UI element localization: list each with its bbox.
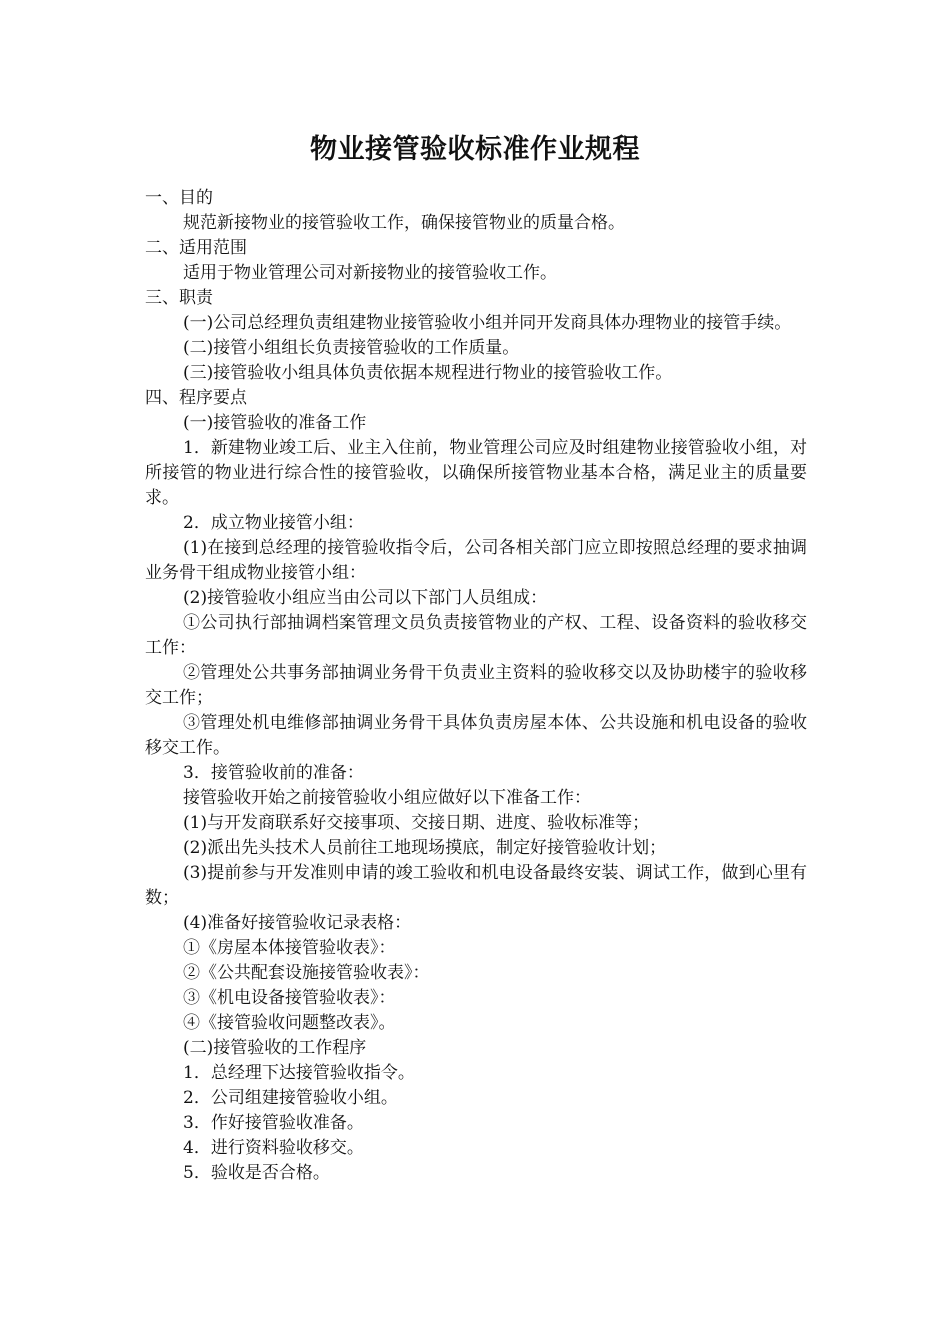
paragraph: (2)接管验收小组应当由公司以下部门人员组成：: [183, 588, 548, 608]
paragraph: 3．接管验收前的准备：: [183, 763, 364, 783]
section-heading: 三、职责: [145, 288, 213, 308]
paragraph: (2)派出先头技术人员前往工地现场摸底，制定好接管验收计划；: [183, 838, 667, 858]
paragraph: (3)提前参与开发准则申请的竣工验收和机电设备最终安装、调试工作，做到心里有数；: [145, 863, 807, 908]
paragraph: 适用于物业管理公司对新接物业的接管验收工作。: [183, 263, 557, 283]
paragraph: (二)接管验收的工作程序: [183, 1038, 367, 1058]
paragraph: (1)与开发商联系好交接事项、交接日期、进度、验收标准等；: [183, 813, 650, 833]
paragraph: (一)公司总经理负责组建物业接管验收小组并同开发商具体办理物业的接管手续。: [183, 313, 792, 333]
paragraph: 1．总经理下达接管验收指令。: [183, 1063, 415, 1083]
paragraph: ①公司执行部抽调档案管理文员负责接管物业的产权、工程、设备资料的验收移交工作：: [145, 613, 807, 658]
paragraph: 接管验收开始之前接管验收小组应做好以下准备工作：: [183, 788, 591, 808]
paragraph: 1．新建物业竣工后、业主入住前，物业管理公司应及时组建物业接管验收小组，对所接管的物业进行综合性的接管验收，以确保所接管物业基本合格，满足业主的质量要求。: [145, 438, 807, 508]
paragraph: (4)准备好接管验收记录表格：: [183, 913, 412, 933]
paragraph: ③《机电设备接管验收表》：: [183, 988, 396, 1008]
paragraph: (三)接管验收小组具体负责依据本规程进行物业的接管验收工作。: [183, 363, 673, 383]
paragraph: ①《房屋本体接管验收表》：: [183, 938, 396, 958]
paragraph: 5．验收是否合格。: [183, 1163, 330, 1183]
paragraph: ②管理处公共事务部抽调业务骨干负责业主资料的验收移交以及协助楼宇的验收移交工作；: [145, 663, 807, 708]
section-heading: 一、目的: [145, 188, 213, 208]
paragraph: ②《公共配套设施接管验收表》：: [183, 963, 430, 983]
paragraph: 3．作好接管验收准备。: [183, 1113, 364, 1133]
paragraph: 规范新接物业的接管验收工作，确保接管物业的质量合格。: [183, 213, 625, 233]
paragraph: 4．进行资料验收移交。: [183, 1138, 364, 1158]
paragraph: ③管理处机电维修部抽调业务骨干具体负责房屋本体、公共设施和机电设备的验收移交工作。: [145, 713, 807, 758]
paragraph: (一)接管验收的准备工作: [183, 413, 367, 433]
paragraph: 2．公司组建接管验收小组。: [183, 1088, 398, 1108]
paragraph: (1)在接到总经理的接管验收指令后，公司各相关部门应立即按照总经理的要求抽调业务骨干组成物业接管小组：: [145, 538, 807, 583]
section-heading: 四、程序要点: [145, 388, 247, 408]
section-heading: 二、适用范围: [145, 238, 247, 258]
paragraph: ④《接管验收问题整改表》。: [183, 1013, 396, 1033]
paragraph: (二)接管小组组长负责接管验收的工作质量。: [183, 338, 520, 358]
document-title: 物业接管验收标准作业规程: [310, 134, 640, 165]
paragraph: 2．成立物业接管小组：: [183, 513, 364, 533]
document-body: [145, 186, 807, 1186]
